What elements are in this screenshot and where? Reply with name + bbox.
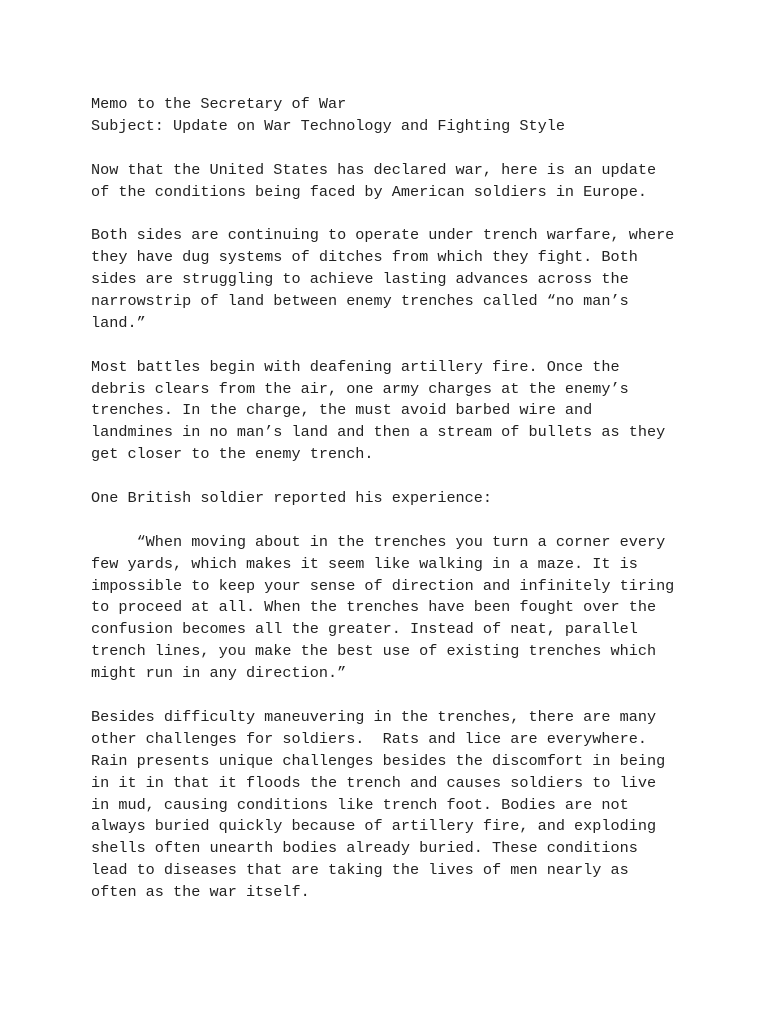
text-line: confusion becomes all the greater. Instead of neat, parallel: [91, 620, 638, 639]
text-line: Most battles begin with deafening artillery fire. Once the: [91, 357, 620, 376]
text-line: trench lines, you make the best use of existing trenches which: [91, 642, 657, 661]
paragraph-trench-warfare: [91, 225, 711, 334]
text-line: Both sides are continuing to operate under trench warfare, where: [91, 226, 675, 245]
text-line: they have dug systems of ditches from which they fight. Both: [91, 248, 638, 267]
text-line: might run in any direction.”: [91, 664, 347, 683]
text-line: Besides difficulty maneuvering in the trenches, there are many: [91, 707, 657, 726]
paragraph-challenges: [91, 707, 711, 904]
paragraph-spacer: [91, 685, 711, 707]
text-line: One British soldier reported his experience:: [91, 489, 493, 508]
text-line: often as the war itself.: [91, 883, 310, 902]
paragraph-spacer: [91, 203, 711, 225]
text-line: Rain presents unique challenges besides the discomfort in being: [91, 751, 666, 770]
text-line: to proceed at all. When the trenches have been fought over the: [91, 598, 657, 617]
text-line: Now that the United States has declared war, here is an update: [91, 160, 657, 179]
paragraph-battles: [91, 357, 711, 466]
text-line: in it in that it floods the trench and causes soldiers to live: [91, 773, 657, 792]
paragraph-soldier-quote: [91, 532, 711, 685]
paragraph-spacer: [91, 466, 711, 488]
text-line: shells often unearth bodies already buried. These conditions: [91, 839, 638, 858]
paragraph-spacer: [91, 138, 711, 160]
text-line: trenches. In the charge, the must avoid barbed wire and: [91, 401, 593, 420]
memo-header: [91, 94, 711, 138]
paragraph-soldier-intro: [91, 488, 711, 510]
paragraph-spacer: [91, 510, 711, 532]
text-line: narrowstrip of land between enemy trenches called “no man’s: [91, 292, 629, 311]
text-line: sides are struggling to achieve lasting advances across the: [91, 270, 629, 289]
paragraph-spacer: [91, 335, 711, 357]
text-line: few yards, which makes it seem like walking in a maze. It is: [91, 554, 638, 573]
text-line: “When moving about in the trenches you turn a corner every: [91, 532, 666, 551]
text-line: in mud, causing conditions like trench foot. Bodies are not: [91, 795, 629, 814]
text-line: get closer to the enemy trench.: [91, 445, 374, 464]
text-line: land.”: [91, 313, 146, 332]
memo-recipient-line: Memo to the Secretary of War: [91, 95, 347, 113]
memo-subject-line: Subject: Update on War Technology and Fighting Style: [91, 116, 565, 135]
text-line: impossible to keep your sense of direction and infinitely tiring: [91, 576, 675, 595]
paragraph-intro: [91, 160, 711, 204]
text-line: of the conditions being faced by American soldiers in Europe.: [91, 182, 647, 201]
memo-body: [91, 94, 711, 904]
text-line: other challenges for soldiers. Rats and lice are everywhere.: [91, 729, 647, 748]
text-line: lead to diseases that are taking the lives of men nearly as: [91, 861, 629, 880]
text-line: debris clears from the air, one army charges at the enemy’s: [91, 379, 629, 398]
text-line: always buried quickly because of artillery fire, and exploding: [91, 817, 657, 836]
text-line: landmines in no man’s land and then a stream of bullets as they: [91, 423, 666, 442]
